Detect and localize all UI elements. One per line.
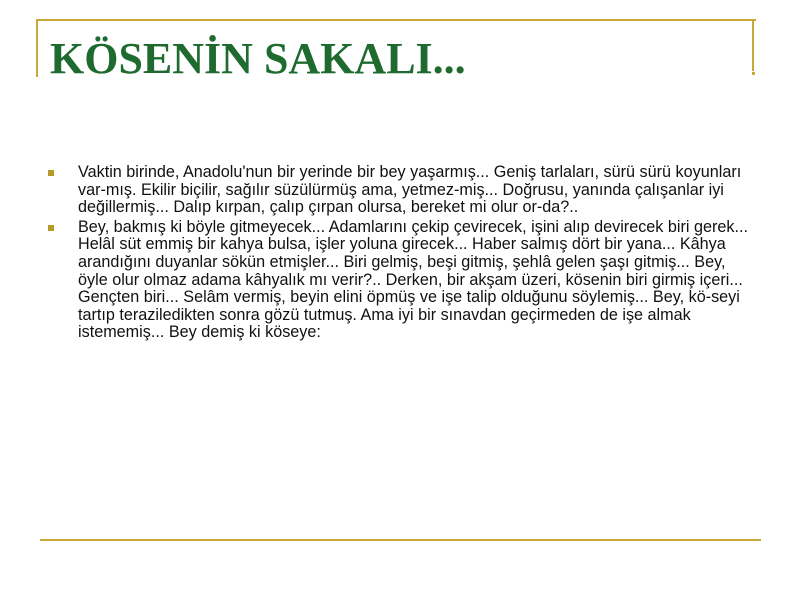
bullet-item: [48, 219, 758, 342]
bullet-text: Bey, bakmış ki böyle gitmeyecek... Adamlarını çekip çevirecek, işini alıp devirecek biri gerek... Helâl süt emmiş bir kahya bulsa, işler yoluna girecek... Haber salmış dört bir yana... Kâhya arandığını duyanlar sökün etmişler... Biri gelmiş, beşi gitmiş, şehlâ gelen şaşı gitmiş... Bey, öyle olur olmaz adama kâhyalık mı verir?.. Derken, bir akşam üzeri, kösenin biri girmiş içeri... Gençten biri... Selâm vermiş, beyin elini öpmüş ve işe talip olduğunu söylemiş... Bey, kö-seyi tartıp teraziledikten sonra gözü tutmuş. Ama iyi bir sınavdan geçirmeden de işe almak istememiş... Bey demiş ki köseye:: [78, 217, 748, 342]
bullet-text: Vaktin birinde, Anadolu'nun bir yerinde bir bey yaşarmış... Geniş tarlaları, sürü sürü koyunları var-mış. Ekilir biçilir, sağılır süzülürmüş ama, yetmez-miş... Doğrusu, yanında çalışanlar iyi değillermiş... Dalıp kırpan, çalıp çırpan olursa, bereket mi olur or-da?..: [78, 163, 742, 217]
slide-title: KÖSENİN SAKALI...: [50, 34, 466, 83]
bullet-list: [48, 164, 758, 344]
bottom-divider: [40, 539, 761, 541]
square-bullet-icon: [48, 225, 54, 231]
title-frame-corner-mark: [752, 72, 755, 75]
bullet-item: [48, 164, 758, 217]
square-bullet-icon: [48, 170, 54, 176]
title-frame-right-line: [752, 19, 754, 71]
